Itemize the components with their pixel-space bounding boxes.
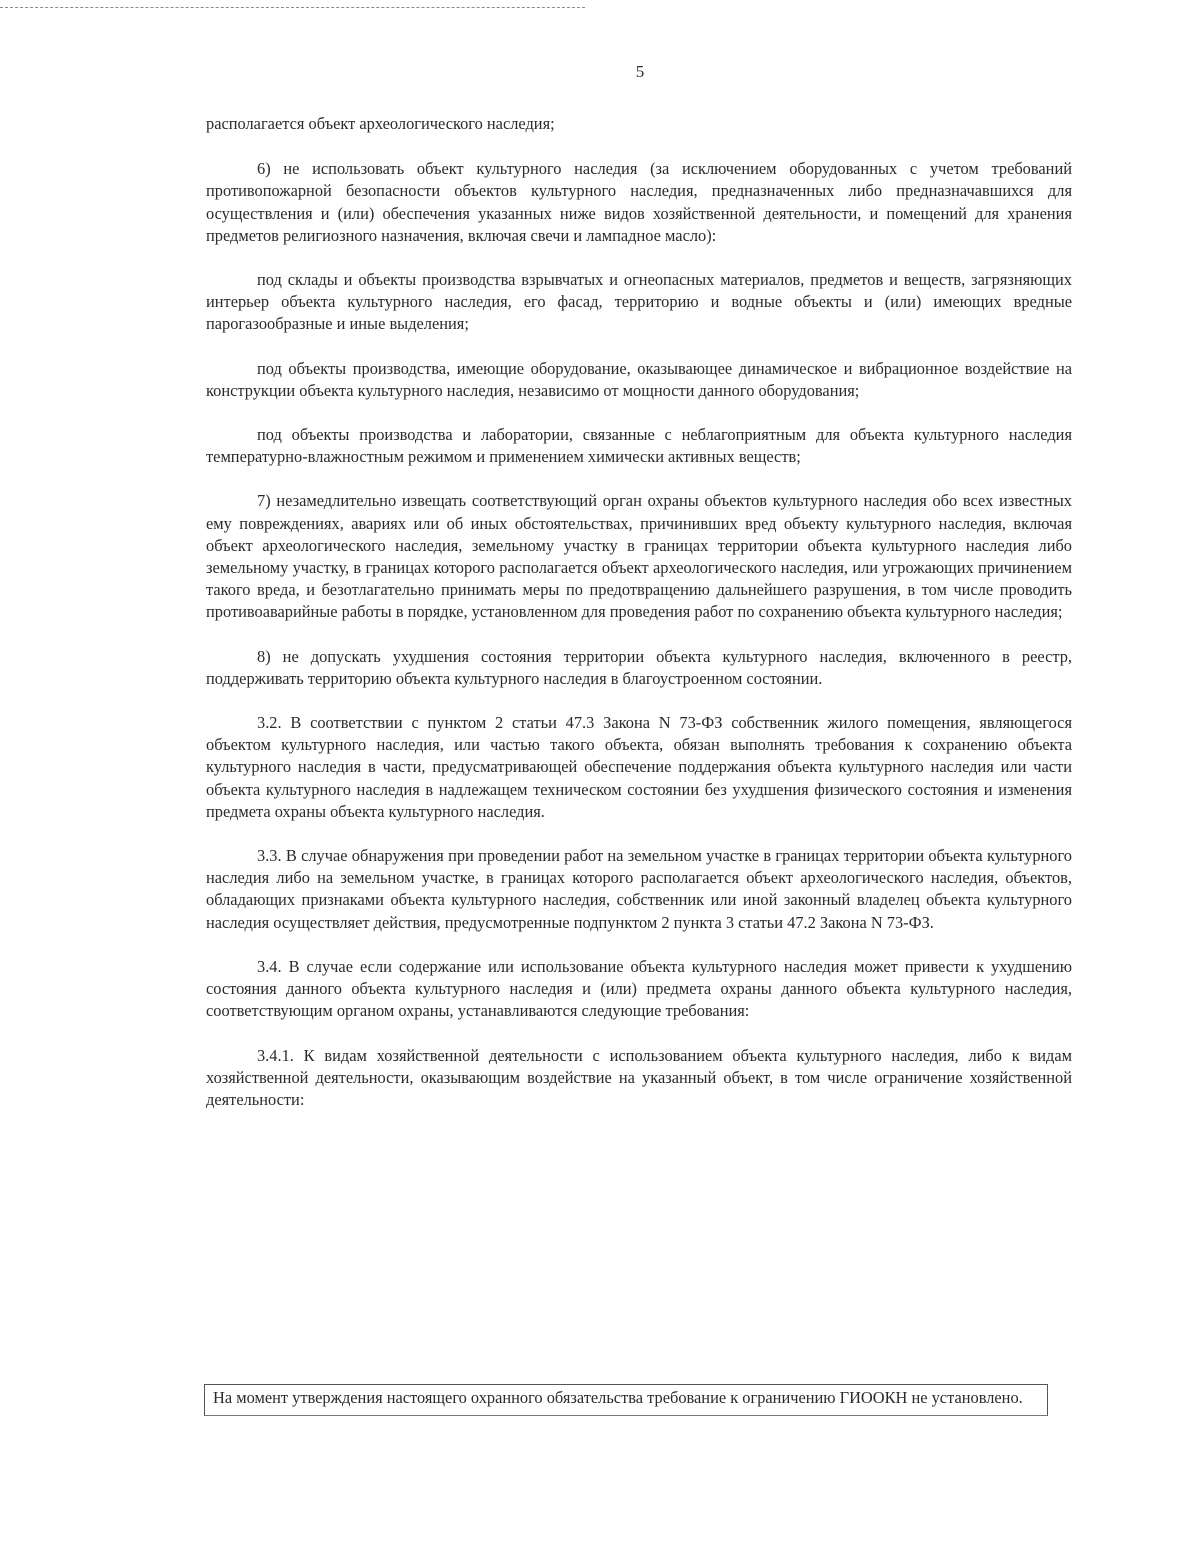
page-number: 5 bbox=[635, 62, 645, 81]
paragraph-item-6: 6) не использовать объект культурного наследия (за исключением оборудованных с учетом требований противопожарной безопасности объектов культурного наследия, предназначенных либо предназначавшихся для осуществления и (или) обеспечения указанных ниже видов хозяйственной деятельности, и помещений для хранения предметов религиозного назначения, включая свечи и лампадное масло): bbox=[206, 159, 1072, 245]
paragraph-warehouses: под склады и объекты производства взрывчатых и огнеопасных материалов, предметов и веществ, загрязняющих интерьер объекта культурного наследия, его фасад, территорию и водные объекты и (или) имеющих вредные парогазообразные и иные выделения; bbox=[206, 270, 1072, 334]
paragraph-item-7: 7) незамедлительно извещать соответствующий орган охраны объектов культурного наследия обо всех известных ему повреждениях, авариях или об иных обстоятельствах, причинивших вред объекту культурного наследия, включая объект археологического наследия, земельному участку в границах территории объекта культурного наследия либо земельному участку, в границах которого располагается объект археологического наследия, или угрожающих причинением такого вреда, и безотлагательно принимать меры по предотвращению дальнейшего разрушения, в том числе проводить противоаварийные работы в порядке, установленном для проведения работ по сохранению объекта культурного наследия; bbox=[206, 491, 1072, 622]
paragraph-3-4: 3.4. В случае если содержание или использование объекта культурного наследия может привести к ухудшению состояния данного объекта культурного наследия и (или) предмета охраны данного объекта культурного наследия, соответствующим органом охраны, устанавливаются следующие требования: bbox=[206, 956, 1072, 1021]
paragraph-3-3: 3.3. В случае обнаружения при проведении работ на земельном участке в границах территории объекта культурного наследия либо на земельном участке, в границах которого располагается объект археологического наследия, объектов, обладающих признаками объекта культурного наследия, собственник или иной законный владелец объекта культурного наследия осуществляет действия, предусмотренные подпунктом 2 пункта 3 статьи 47.2 Закона N 73-ФЗ. bbox=[206, 846, 1072, 932]
paragraph-3-4-1: 3.4.1. К видам хозяйственной деятельности с использованием объекта культурного наследия, либо к видам хозяйственной деятельности, оказывающим воздействие на указанный объект, в том числе ограничение хозяйственной деятельности: bbox=[206, 1045, 1072, 1109]
paragraph-3-2: 3.2. В соответствии с пунктом 2 статьи 47.3 Закона N 73-ФЗ собственник жилого помещения, являющегося объектом культурного наследия, или частью такого объекта, обязан выполнять требования к сохранению объекта культурного наследия в части, предусматривающей обеспечение поддержания объекта культурного наследия или части объекта культурного наследия в надлежащем техническом состоянии без ухудшения физического состояния и изменения предмета охраны объекта культурного наследия. bbox=[206, 713, 1072, 821]
paragraph-continuation: располагается объект археологического наследия; bbox=[206, 114, 555, 133]
restriction-notice-box: На момент утверждения настоящего охранного обязательства требование к ограничению ГИООКН не установлено. bbox=[204, 1384, 1048, 1416]
scan-edge-line bbox=[0, 7, 585, 8]
paragraph-production-vibration: под объекты производства, имеющие оборудование, оказывающее динамическое и вибрационное воздействие на конструкции объекта культурного наследия, независимо от мощности данного оборудования; bbox=[206, 358, 1072, 400]
paragraph-item-8: 8) не допускать ухудшения состояния территории объекта культурного наследия, включенного в реестр, поддерживать территорию объекта культурного наследия в благоустроенном состоянии. bbox=[206, 646, 1072, 688]
paragraph-laboratories: под объекты производства и лаборатории, связанные с неблагоприятным для объекта культурного наследия температурно-влажностным режимом и применением химически активных веществ; bbox=[206, 425, 1072, 467]
document-body bbox=[206, 113, 1072, 1133]
